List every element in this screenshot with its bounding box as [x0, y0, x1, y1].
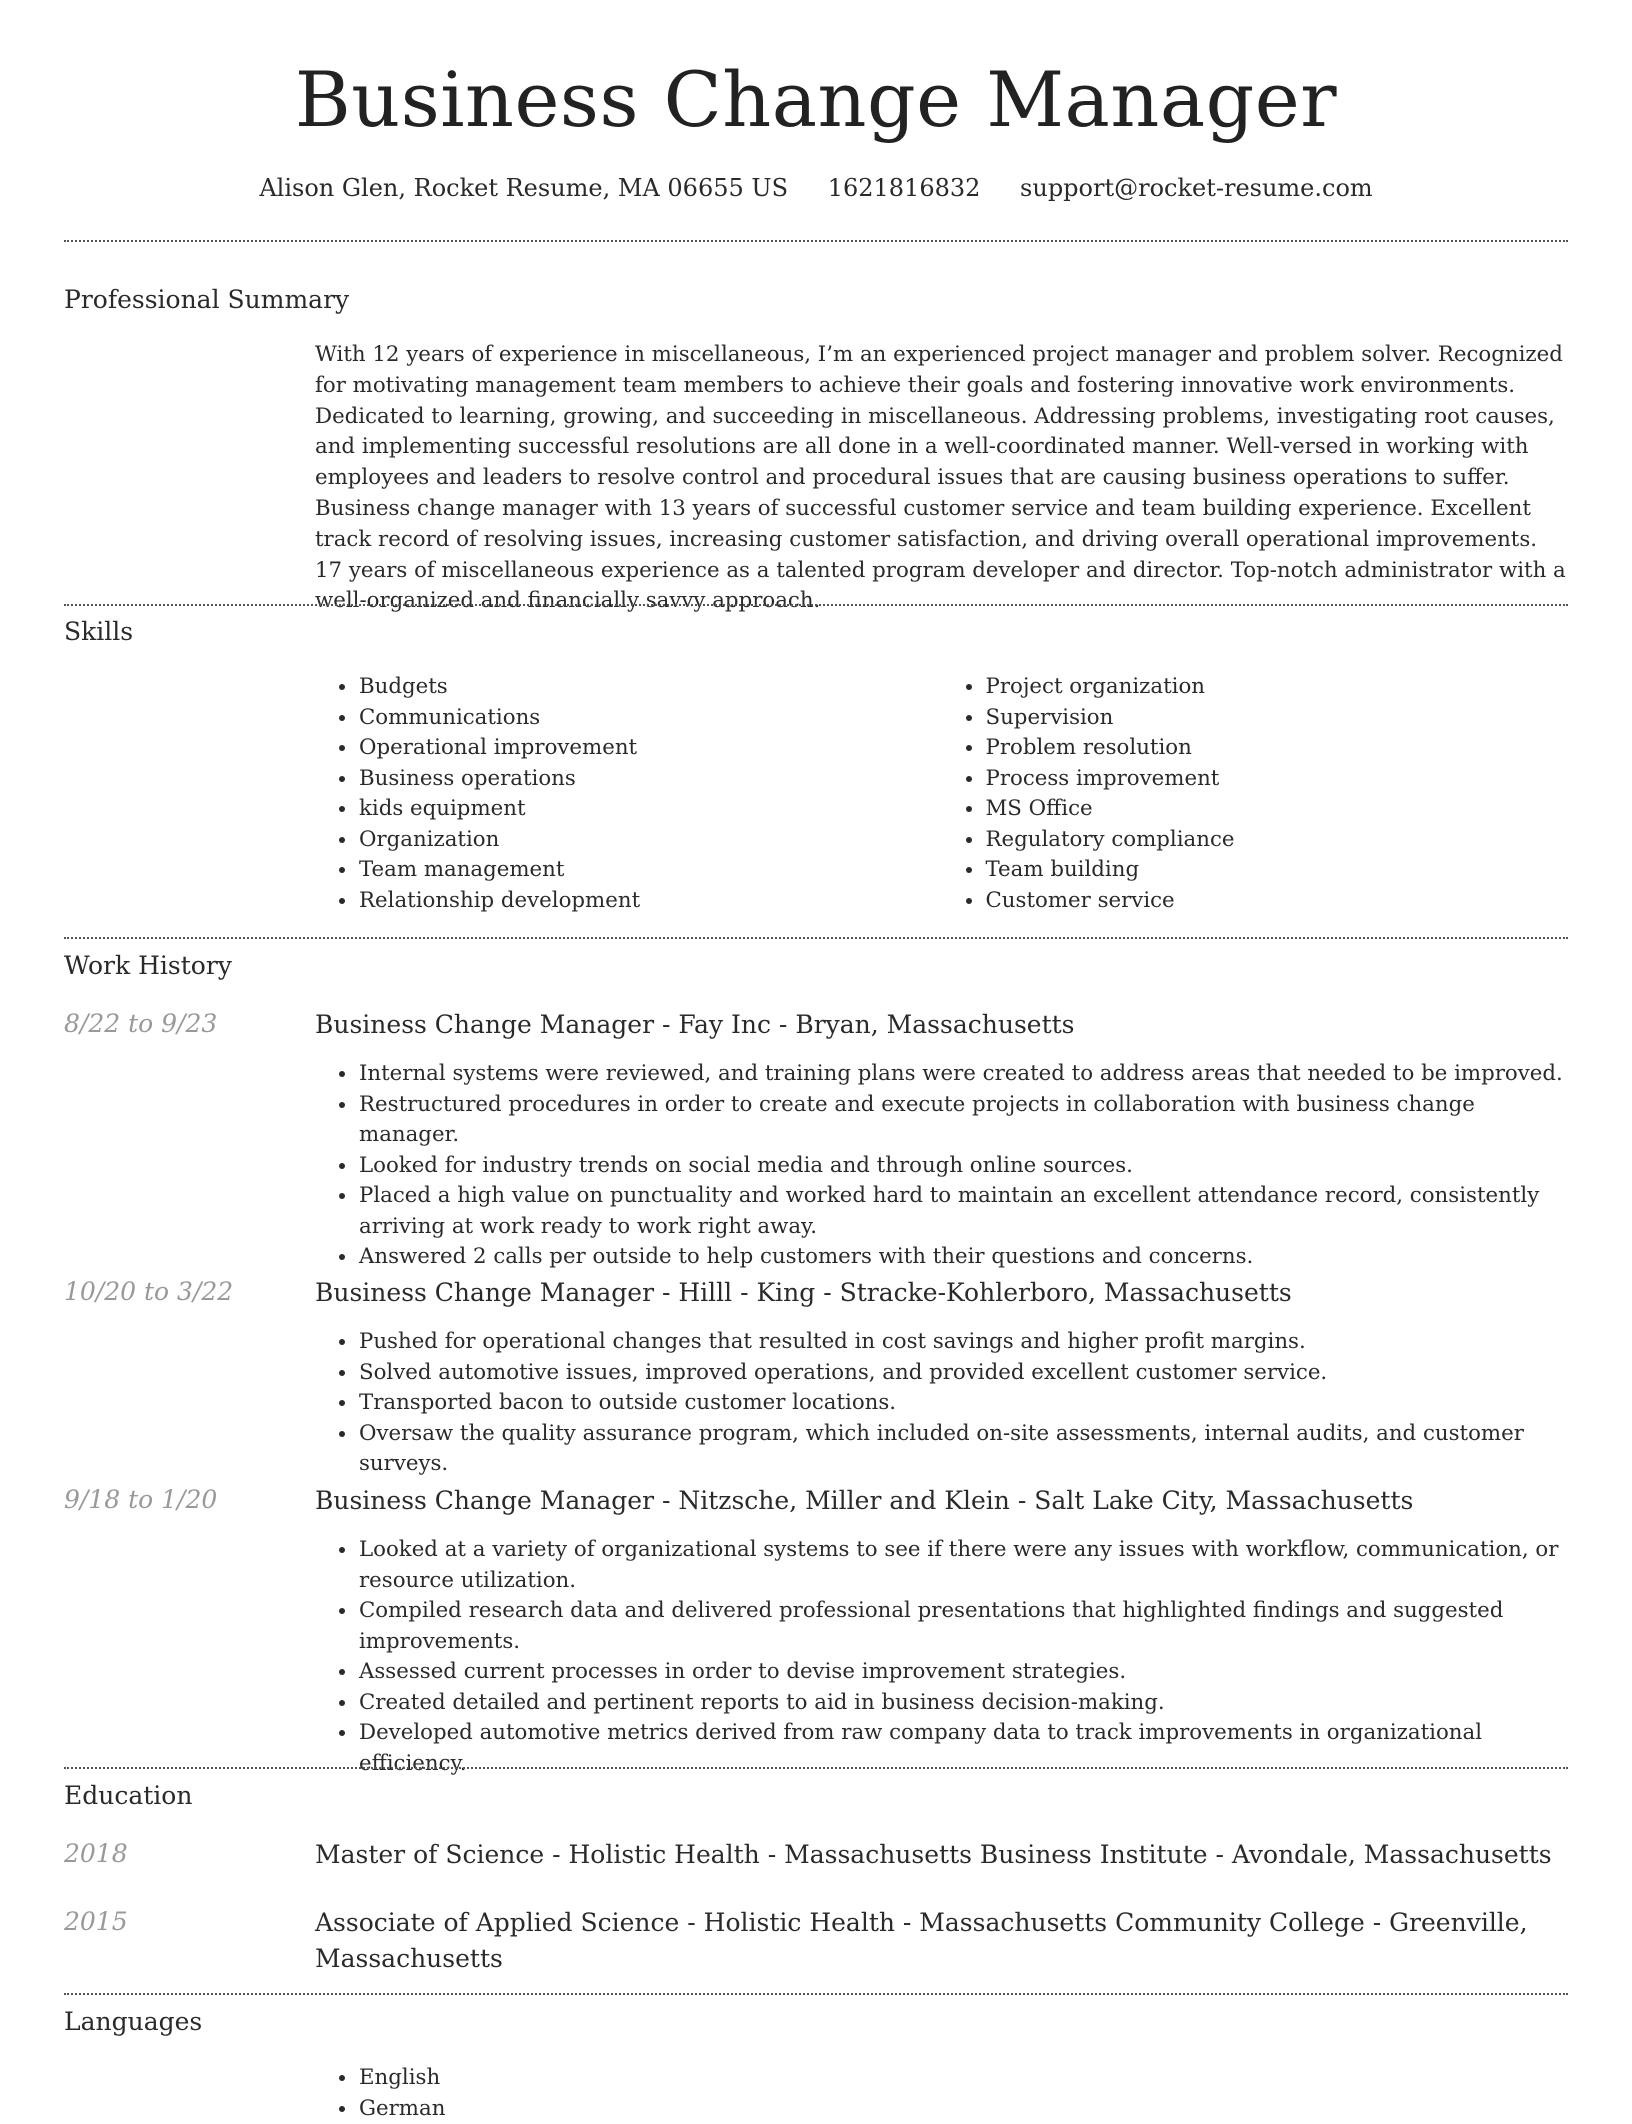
- skills-title: Skills: [64, 616, 133, 648]
- job-dates: 9/18 to 1/20: [64, 1484, 217, 1516]
- job-bullet: • Restructured procedures in order to create and execute projects in collaboration with business change manager.: [358, 1090, 1568, 1151]
- languages-title: Languages: [64, 2006, 202, 2038]
- divider: [64, 937, 1568, 939]
- job-bullet: • Solved automotive issues, improved operations, and provided excellent customer service.: [358, 1358, 1568, 1389]
- skills-column-left: [315, 672, 942, 916]
- skill-item: • Regulatory compliance: [985, 825, 1569, 856]
- divider: [64, 604, 1568, 606]
- skill-item: • Communications: [358, 703, 942, 734]
- divider: [64, 240, 1568, 242]
- skill-item: • Team management: [358, 855, 942, 886]
- education-year: 2015: [64, 1906, 128, 1938]
- job-bullet: • Pushed for operational changes that resulted in cost savings and higher profit margins.: [358, 1327, 1568, 1358]
- skill-item: • Customer service: [985, 886, 1569, 917]
- resume-page: [64, 0, 1568, 146]
- skill-item: • Team building: [985, 855, 1569, 886]
- contact-line: [64, 172, 1568, 204]
- job-dates: 8/22 to 9/23: [64, 1008, 217, 1040]
- job-bullet: • Developed automotive metrics derived from raw company data to track improvements in organizational efficiency.: [358, 1718, 1568, 1779]
- job-bullets: [315, 1535, 1568, 1779]
- job-bullet: • Internal systems were reviewed, and training plans were created to address areas that needed to be improved.: [358, 1059, 1568, 1090]
- job-bullet: • Looked at a variety of organizational systems to see if there were any issues with workflow, communication, or resource utilization.: [358, 1535, 1568, 1596]
- language-item: • German: [358, 2094, 1568, 2124]
- job-bullet: • Oversaw the quality assurance program, which included on-site assessments, internal audits, and customer surveys.: [358, 1419, 1568, 1480]
- contact-phone: 1621816832: [828, 174, 981, 202]
- job-title: Business Change Manager - Nitzsche, Miller and Klein - Salt Lake City, Massachusetts: [315, 1483, 1568, 1519]
- job-bullet: • Compiled research data and delivered professional presentations that highlighted findings and suggested improvements.: [358, 1596, 1568, 1657]
- job-bullet: • Assessed current processes in order to devise improvement strategies.: [358, 1657, 1568, 1688]
- education-year: 2018: [64, 1838, 128, 1870]
- resume-name: Business Change Manager: [64, 54, 1568, 146]
- job-bullet: • Answered 2 calls per outside to help customers with their questions and concerns.: [358, 1242, 1568, 1273]
- divider: [64, 1993, 1568, 1995]
- language-item: • English: [358, 2063, 1568, 2094]
- education-entry: Master of Science - Holistic Health - Massachusetts Business Institute - Avondale, Massachusetts: [315, 1837, 1568, 1873]
- languages-list: [315, 2063, 1568, 2124]
- skills-column-right: [942, 672, 1569, 916]
- summary-text: With 12 years of experience in miscellaneous, I’m an experienced project manager and problem solver. Recognized for motivating management team members to achieve their goals and fostering innovative work environments. Dedicated to learning, growing, and succeeding in miscellaneous. Addressing problems, investigating root causes, and implementing successful resolutions are all done in a well-coordinated manner. Well-versed in working with employees and leaders to resolve control and procedural issues that are causing business operations to suffer. Business change manager with 13 years of successful customer service and team building experience. Excellent track record of resolving issues, increasing customer satisfaction, and driving overall operational improvements. 17 years of miscellaneous experience as a talented program developer and director. Top-notch administrator with a well-organized and financially savvy approach.: [315, 340, 1568, 617]
- skill-item: • Business operations: [358, 764, 942, 795]
- job-title: Business Change Manager - Fay Inc - Bryan, Massachusetts: [315, 1007, 1568, 1043]
- skill-item: • Organization: [358, 825, 942, 856]
- contact-email: support@rocket-resume.com: [1020, 174, 1373, 202]
- skill-item: • Relationship development: [358, 886, 942, 917]
- job-bullet: • Transported bacon to outside customer locations.: [358, 1388, 1568, 1419]
- skill-item: • Supervision: [985, 703, 1569, 734]
- summary-title: Professional Summary: [64, 284, 349, 316]
- job-title: Business Change Manager - Hilll - King - Stracke-Kohlerboro, Massachusetts: [315, 1275, 1568, 1311]
- skill-item: • Budgets: [358, 672, 942, 703]
- skill-item: • Operational improvement: [358, 733, 942, 764]
- skill-item: • Process improvement: [985, 764, 1569, 795]
- education-entry: Associate of Applied Science - Holistic Health - Massachusetts Community College - Greenville, Massachusetts: [315, 1905, 1568, 1977]
- job-bullet: • Looked for industry trends on social media and through online sources.: [358, 1151, 1568, 1182]
- contact-address: Alison Glen, Rocket Resume, MA 06655 US: [259, 174, 788, 202]
- skills-list: [315, 672, 1568, 916]
- education-title: Education: [64, 1780, 192, 1812]
- job-bullets: [315, 1327, 1568, 1480]
- job-dates: 10/20 to 3/22: [64, 1276, 233, 1308]
- skill-item: • MS Office: [985, 794, 1569, 825]
- skill-item: • Project organization: [985, 672, 1569, 703]
- job-bullet: • Placed a high value on punctuality and worked hard to maintain an excellent attendance record, consistently arriving at work ready to work right away.: [358, 1181, 1568, 1242]
- skill-item: • Problem resolution: [985, 733, 1569, 764]
- divider: [64, 1767, 1568, 1769]
- job-bullet: • Created detailed and pertinent reports to aid in business decision-making.: [358, 1688, 1568, 1719]
- job-bullets: [315, 1059, 1568, 1273]
- skill-item: • kids equipment: [358, 794, 942, 825]
- work-history-title: Work History: [64, 950, 232, 982]
